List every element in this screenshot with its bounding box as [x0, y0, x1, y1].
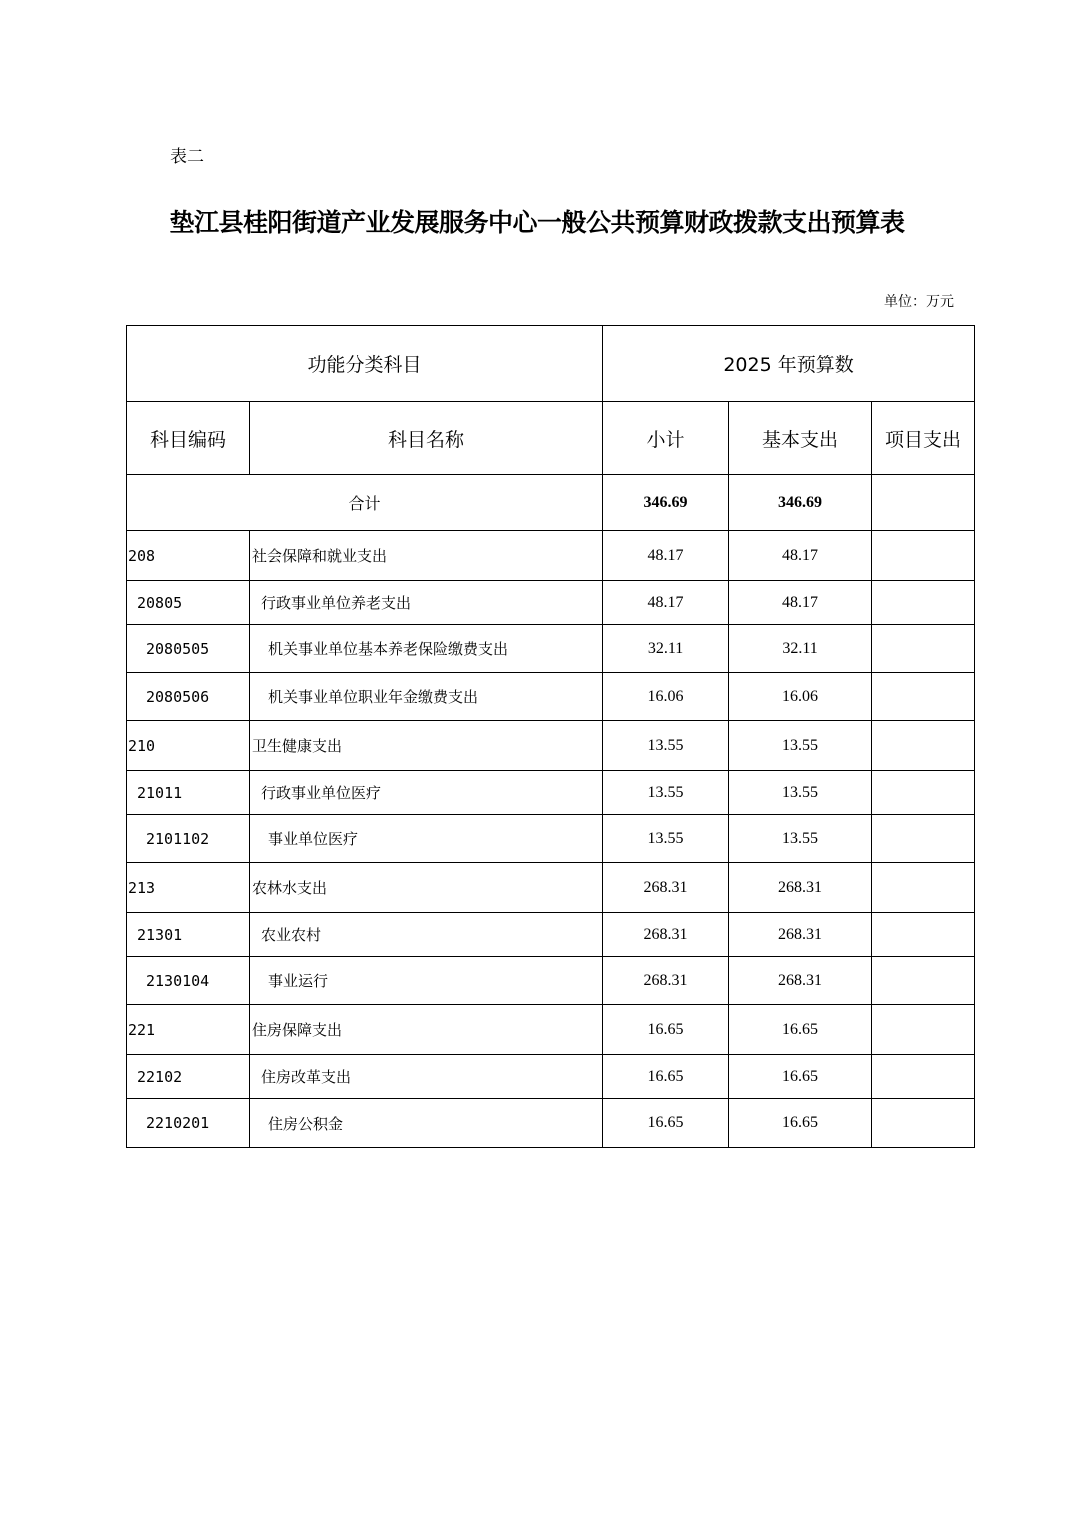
project-expense-cell — [872, 625, 975, 673]
subject-code-cell: 221 — [127, 1005, 250, 1055]
subject-code-cell: 2130104 — [127, 957, 250, 1005]
unit-note: 单位：万元 — [884, 294, 954, 310]
total-label: 合计 — [127, 475, 603, 531]
subject-name-cell: 住房改革支出 — [250, 1055, 603, 1099]
subject-code-cell: 213 — [127, 863, 250, 913]
basic-expense-cell: 13.55 — [729, 815, 872, 863]
subtotal-cell: 13.55 — [603, 771, 729, 815]
project-expense-cell — [872, 673, 975, 721]
subject-name-cell: 行政事业单位医疗 — [250, 771, 603, 815]
basic-expense-cell: 16.06 — [729, 673, 872, 721]
subtotal-cell: 13.55 — [603, 815, 729, 863]
project-expense-cell — [872, 863, 975, 913]
table-row — [127, 815, 975, 863]
table-row — [127, 863, 975, 913]
subtotal-cell: 268.31 — [603, 913, 729, 957]
budget-table — [126, 325, 975, 1148]
subject-name-cell: 住房保障支出 — [250, 1005, 603, 1055]
subtotal-cell: 268.31 — [603, 863, 729, 913]
subject-code-cell: 2210201 — [127, 1099, 250, 1148]
subject-name-cell: 事业单位医疗 — [250, 815, 603, 863]
basic-expense-cell: 16.65 — [729, 1055, 872, 1099]
subject-code-cell: 2080505 — [127, 625, 250, 673]
subtotal-cell: 16.65 — [603, 1099, 729, 1148]
subject-name-cell: 机关事业单位职业年金缴费支出 — [250, 673, 603, 721]
project-expense-cell — [872, 531, 975, 581]
table-row — [127, 531, 975, 581]
basic-expense-cell: 16.65 — [729, 1005, 872, 1055]
table-row — [127, 913, 975, 957]
subject-code-cell: 20805 — [127, 581, 250, 625]
name-column-header: 科目名称 — [250, 402, 603, 475]
subject-name-cell: 行政事业单位养老支出 — [250, 581, 603, 625]
subtotal-cell: 48.17 — [603, 531, 729, 581]
subject-name-cell: 社会保障和就业支出 — [250, 531, 603, 581]
subject-name-cell: 机关事业单位基本养老保险缴费支出 — [250, 625, 603, 673]
basic-expense-cell: 13.55 — [729, 721, 872, 771]
project-expense-cell — [872, 957, 975, 1005]
basic-expense-cell: 48.17 — [729, 531, 872, 581]
subject-code-cell: 210 — [127, 721, 250, 771]
column-header-row — [127, 402, 975, 475]
subject-code-cell: 208 — [127, 531, 250, 581]
project-expense-cell — [872, 815, 975, 863]
basic-expense-cell: 268.31 — [729, 957, 872, 1005]
subject-name-cell: 农业农村 — [250, 913, 603, 957]
table-row — [127, 673, 975, 721]
subject-code-cell: 2101102 — [127, 815, 250, 863]
project-expense-cell — [872, 581, 975, 625]
basic-expense-cell: 13.55 — [729, 771, 872, 815]
total-project — [872, 475, 975, 531]
basic-expense-cell: 32.11 — [729, 625, 872, 673]
table-row — [127, 625, 975, 673]
code-column-header: 科目编码 — [127, 402, 250, 475]
table-row — [127, 1099, 975, 1148]
project-expense-cell — [872, 771, 975, 815]
project-expense-cell — [872, 1005, 975, 1055]
function-class-header: 功能分类科目 — [127, 326, 603, 402]
basic-expense-cell: 16.65 — [729, 1099, 872, 1148]
subtotal-cell: 16.06 — [603, 673, 729, 721]
table-row — [127, 1055, 975, 1099]
total-subtotal: 346.69 — [603, 475, 729, 531]
table-row — [127, 721, 975, 771]
project-column-header: 项目支出 — [872, 402, 975, 475]
basic-expense-cell: 48.17 — [729, 581, 872, 625]
project-expense-cell — [872, 1099, 975, 1148]
project-expense-cell — [872, 721, 975, 771]
subtotal-cell: 13.55 — [603, 721, 729, 771]
basic-expense-cell: 268.31 — [729, 863, 872, 913]
table-row — [127, 581, 975, 625]
table-row — [127, 771, 975, 815]
subtotal-column-header: 小计 — [603, 402, 729, 475]
project-expense-cell — [872, 1055, 975, 1099]
subject-name-cell: 卫生健康支出 — [250, 721, 603, 771]
subject-code-cell: 22102 — [127, 1055, 250, 1099]
table-row — [127, 1005, 975, 1055]
project-expense-cell — [872, 913, 975, 957]
subject-code-cell: 21301 — [127, 913, 250, 957]
subtotal-cell: 16.65 — [603, 1005, 729, 1055]
subject-code-cell: 21011 — [127, 771, 250, 815]
document-title: 垫江县桂阳街道产业发展服务中心一般公共预算财政拨款支出预算表 — [169, 208, 905, 237]
subtotal-cell: 48.17 — [603, 581, 729, 625]
total-row — [127, 475, 975, 531]
subject-name-cell: 住房公积金 — [250, 1099, 603, 1148]
budget-2025-header: 2025 年预算数 — [603, 326, 975, 402]
table-row — [127, 957, 975, 1005]
subtotal-cell: 16.65 — [603, 1055, 729, 1099]
table-number-label: 表二 — [170, 147, 204, 167]
group-header-row — [127, 326, 975, 402]
basic-expense-cell: 268.31 — [729, 913, 872, 957]
subtotal-cell: 32.11 — [603, 625, 729, 673]
subtotal-cell: 268.31 — [603, 957, 729, 1005]
subject-name-cell: 农林水支出 — [250, 863, 603, 913]
total-basic: 346.69 — [729, 475, 872, 531]
subject-name-cell: 事业运行 — [250, 957, 603, 1005]
subject-code-cell: 2080506 — [127, 673, 250, 721]
basic-column-header: 基本支出 — [729, 402, 872, 475]
